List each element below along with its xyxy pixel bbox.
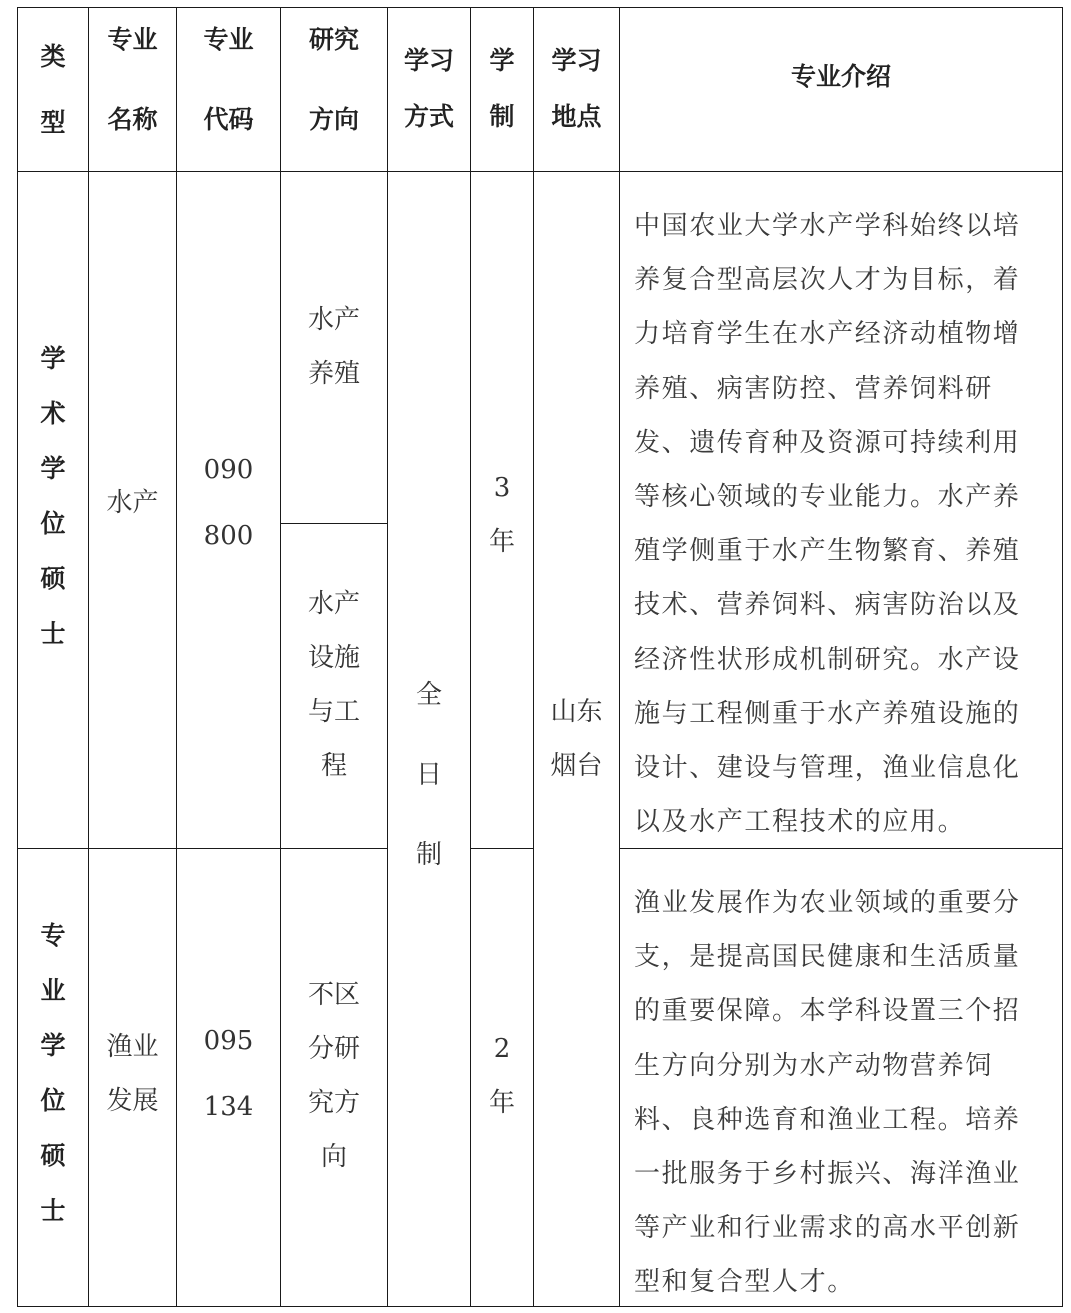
table-border-right xyxy=(1062,7,1063,1307)
professional-duration: 2 年 xyxy=(488,1033,515,1118)
professional-major-code: 095 134 xyxy=(203,1025,254,1122)
academic-direction-facilities: 水产 设施 与工 程 xyxy=(307,588,360,781)
study-location: 山东 烟台 xyxy=(550,696,603,781)
professional-intro: 渔业发展作为农业领域的重要分 支，是提高国民健康和生活质量 的重要保障。本学科设置三个招 生方向分别为水产动物营养饲 料、良种选育和渔业工程。培养 一批服务于乡村振兴、海洋渔业 等产业和行业需求的高水平创新 型和复合型人才。 xyxy=(634,888,1021,1298)
academic-major-code: 090 800 xyxy=(203,455,254,551)
professional-major-name: 渔业 发展 xyxy=(106,1031,159,1116)
study-mode-full-time: 全 日 制 xyxy=(415,680,442,870)
header-major-code: 专业 代码 xyxy=(203,24,254,134)
header-study-mode: 学习 方式 xyxy=(403,45,454,131)
academic-intro: 中国农业大学水产学科始终以培 养复合型高层次人才为目标，着 力培育学生在水产经济动植物增 养殖、病害防控、营养饲料研 发、遗传育种及资源可持续利用 等核心领域的专业能力。水产养 殖学侧重于水产生物繁育、养殖 技术、营养饲料、病害防治以及 经济性状形成机制研究。水产设 施与工程侧重于水产养殖设施的 设计、建设与管理，渔业信息化 以及水产工程技术的应用。 xyxy=(634,211,1021,838)
header-direction: 研究 方向 xyxy=(308,24,359,134)
header-duration: 学 制 xyxy=(489,45,515,131)
header-intro: 专业介绍 xyxy=(790,61,891,91)
col-line-7 xyxy=(619,7,620,1307)
academic-direction-aquaculture: 水产 养殖 xyxy=(307,304,360,389)
academic-major-name: 水产 xyxy=(106,487,159,518)
academic-type: 学 术 学 位 硕 士 xyxy=(40,344,66,648)
header-type: 类 型 xyxy=(40,41,66,137)
academic-duration: 3 年 xyxy=(488,473,515,557)
professional-type: 专 业 学 位 硕 士 xyxy=(40,920,66,1225)
header-major-name: 专业 名称 xyxy=(107,24,158,134)
header-location: 学习 地点 xyxy=(551,45,602,131)
professional-direction: 不区 分研 究方 向 xyxy=(307,979,360,1172)
